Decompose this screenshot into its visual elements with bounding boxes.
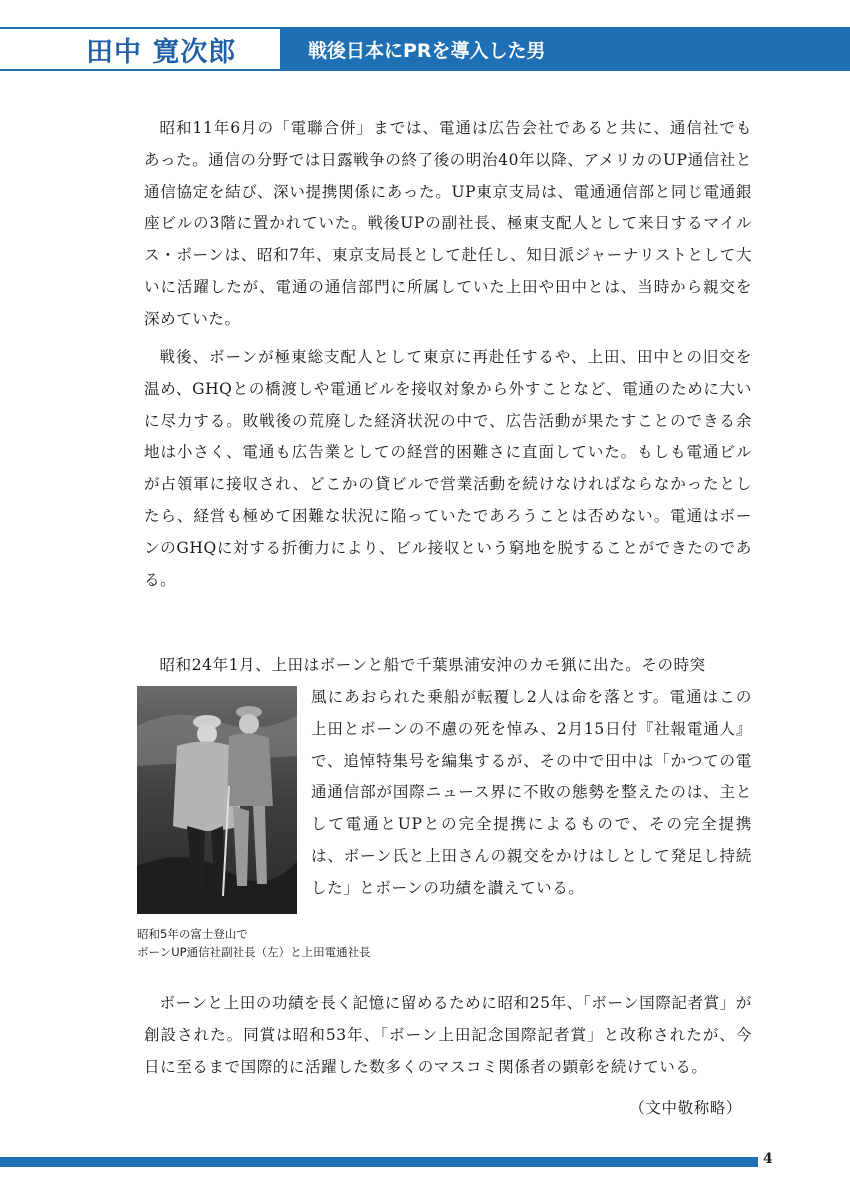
header-name-box xyxy=(0,27,280,71)
page-number: 4 xyxy=(763,1151,773,1167)
paragraph-4: ボーンと上田の功績を長く記憶に留めるために昭和25年、「ボーン国際記者賞」が創設された。同賞は昭和53年、「ボーン上田記念国際記者賞」と改称されたが、今日に至るまで国際的に活躍した数多くのマスコミ関係者の顕彰を続けている。 xyxy=(144,994,752,1076)
chapter-title: 戦後日本にPRを導入した男 xyxy=(308,40,546,62)
paragraph-3-continued: 風にあおられた乗船が転覆し2人は命を落とす。電通はこの上田とボーンの不慮の死を悼み、2月15日付『社報電通人』で、追悼特集号を編集するが、その中で田中は「かつての電通通信部が国際ニュース界に不敗の態勢を整えたのは、主として電通とUPとの完全提携によるもので、その完全提携は、ボーン氏と上田さんの親交をかけはしとして発足し持続した」とボーンの功績を讃えている。 xyxy=(311,688,752,897)
historical-photo xyxy=(137,686,297,914)
paragraph-1: 昭和11年6月の「電聯合併」までは、電通は広告会社であると共に、通信社でもあった。通信の分野では日露戦争の終了後の明治40年以降、アメリカのUP通信社と通信協定を結び、深い提携関係にあった。UP東京支局は、電通通信部と同じ電通銀座ビルの3階に置かれていた。戦後UPの副社長、極東支配人として来日するマイルス・ボーンは、昭和7年、東京支局長として赴任し、知日派ジャーナリストとして大いに活躍したが、電通の通信部門に所属していた上田や田中とは、当時から親交を深めていた。 xyxy=(144,119,752,328)
person-name: 田中 寛次郎 xyxy=(86,37,237,68)
footer-bar xyxy=(0,1157,758,1167)
paragraph-2: 戦後、ボーンが極東総支配人として東京に再赴任するや、上田、田中との旧交を温め、GHQとの橋渡しや電通ビルを接収対象から外すことなど、電通のために大いに尽力する。敗戦後の荒廃した経済状況の中で、広告活動が果たすことのできる余地は小さく、電通も広告業としての経営的困難さに直面していた。もしも電通ビルが占領軍に接収され、どこかの貸ビルで営業活動を続けなければならなかったとしたら、経営も極めて困難な状況に陥っていたであろうことは否めない。電通はボーンのGHQに対する折衝力により、ビル接収という窮地を脱することができたのである。 xyxy=(144,348,752,589)
honorifics-note: （文中敬称略） xyxy=(629,1099,742,1117)
photo-caption xyxy=(137,925,371,961)
header-title-bar xyxy=(280,27,850,71)
caption-line-2: ボーンUP通信社副社長（左）と上田電通社長 xyxy=(137,945,371,959)
paragraph-3-first-line: 昭和24年1月、上田はボーンと船で千葉県浦安沖のカモ猟に出た。その時突 xyxy=(159,656,706,674)
caption-line-1: 昭和5年の富士登山で xyxy=(137,927,248,941)
photo-illustration xyxy=(137,686,297,914)
page-header xyxy=(0,27,850,71)
